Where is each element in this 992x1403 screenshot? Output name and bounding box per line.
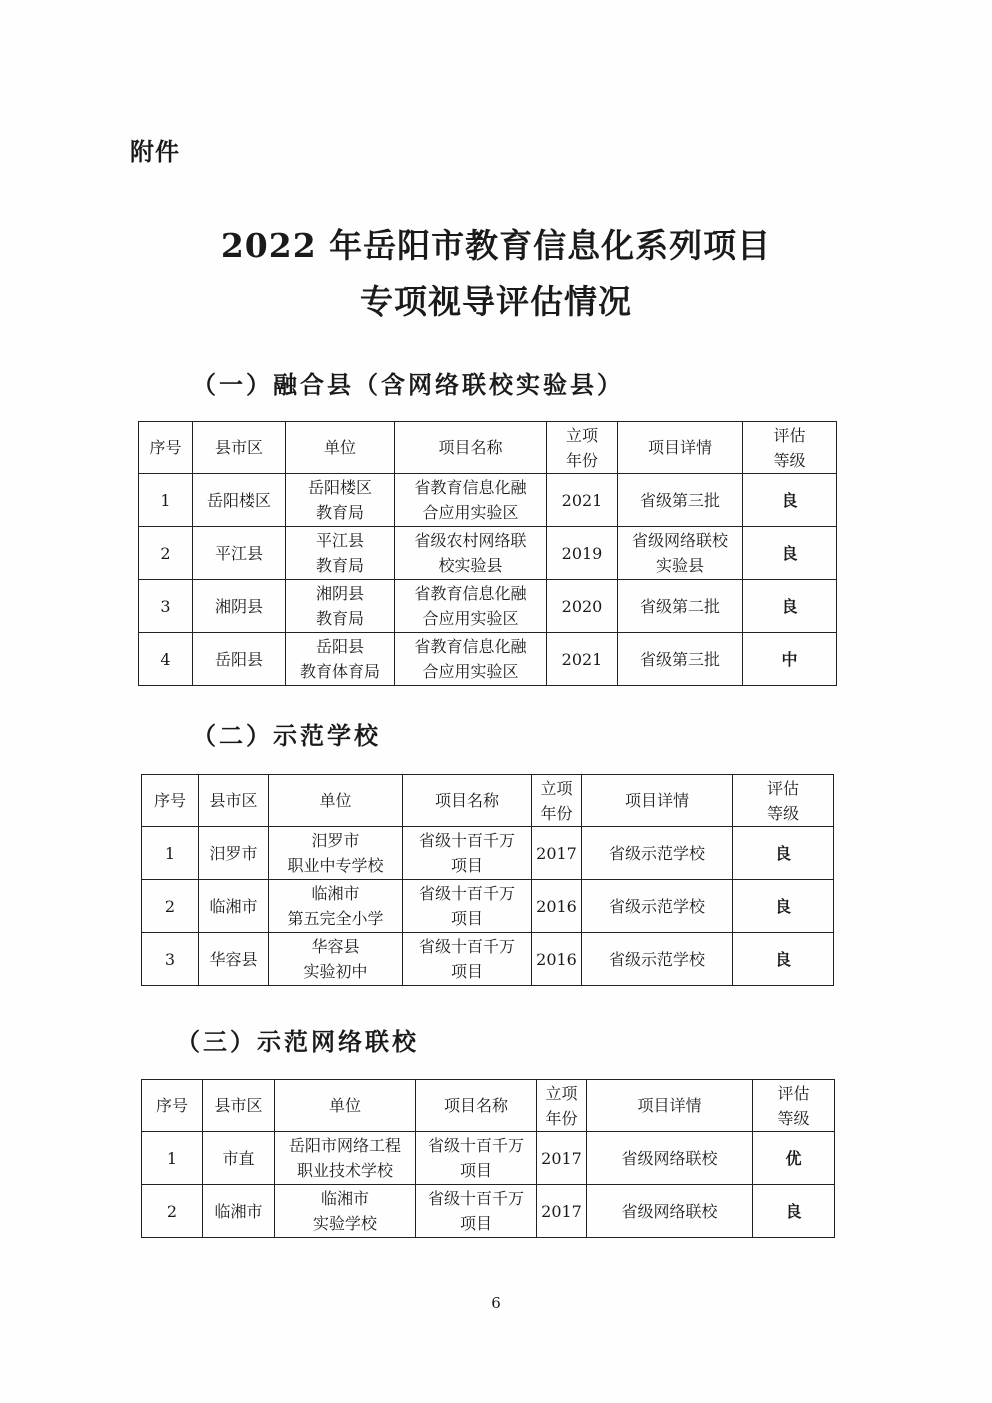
- table-header-row: [139, 422, 837, 474]
- cell-unit: 岳阳楼区 教育局: [286, 474, 395, 527]
- cell-year: 2019: [547, 527, 618, 580]
- cell-project-detail: 省级网络联校: [587, 1185, 753, 1238]
- cell-year: 2016: [532, 933, 582, 986]
- cell-year: 2021: [547, 633, 618, 686]
- table-row: [142, 1185, 835, 1238]
- header-project-detail: 项目详情: [587, 1080, 753, 1132]
- cell-project-name: 省级十百千万 项目: [403, 827, 532, 880]
- cell-unit: 岳阳县 教育体育局: [286, 633, 395, 686]
- cell-project-name: 省教育信息化融 合应用实验区: [395, 474, 547, 527]
- document-title-line1: 2022 年岳阳市教育信息化系列项目: [220, 226, 772, 265]
- cell-unit: 湘阴县 教育局: [286, 580, 395, 633]
- document-title-line2: 专项视导评估情况: [360, 282, 632, 321]
- header-county: 县市区: [203, 1080, 275, 1132]
- cell-seq: 2: [139, 527, 193, 580]
- cell-unit: 临湘市 实验学校: [275, 1185, 416, 1238]
- table-row: [142, 1132, 835, 1185]
- table-row: [139, 474, 837, 527]
- cell-seq: 1: [142, 1132, 203, 1185]
- table-body: [142, 827, 834, 986]
- cell-project-detail: 省级示范学校: [582, 827, 733, 880]
- demo-schools-table: [141, 774, 834, 986]
- cell-seq: 3: [142, 933, 199, 986]
- cell-county: 临湘市: [199, 880, 269, 933]
- header-project-name: 项目名称: [403, 775, 532, 827]
- section-heading-demo-schools: （二）示范学校: [192, 722, 381, 750]
- header-seq: 序号: [142, 775, 199, 827]
- header-project-detail: 项目详情: [618, 422, 743, 474]
- header-grade: 评估 等级: [733, 775, 834, 827]
- cell-county: 平江县: [193, 527, 286, 580]
- header-year: 立项 年份: [547, 422, 618, 474]
- cell-project-name: 省级十百千万 项目: [403, 880, 532, 933]
- header-year: 立项 年份: [537, 1080, 587, 1132]
- cell-seq: 3: [139, 580, 193, 633]
- cell-seq: 2: [142, 1185, 203, 1238]
- table-row: [142, 827, 834, 880]
- table-header-row: [142, 1080, 835, 1132]
- cell-grade: 中: [743, 633, 837, 686]
- cell-project-detail: 省级示范学校: [582, 880, 733, 933]
- header-year: 立项 年份: [532, 775, 582, 827]
- cell-unit: 华容县 实验初中: [269, 933, 403, 986]
- cell-project-name: 省级十百千万 项目: [416, 1185, 537, 1238]
- cell-seq: 1: [142, 827, 199, 880]
- cell-county: 岳阳县: [193, 633, 286, 686]
- header-unit: 单位: [269, 775, 403, 827]
- header-project-name: 项目名称: [395, 422, 547, 474]
- header-project-detail: 项目详情: [582, 775, 733, 827]
- cell-project-detail: 省级网络联校 实验县: [618, 527, 743, 580]
- cell-grade: 良: [753, 1185, 835, 1238]
- header-grade: 评估 等级: [753, 1080, 835, 1132]
- cell-project-name: 省教育信息化融 合应用实验区: [395, 633, 547, 686]
- cell-year: 2017: [537, 1132, 587, 1185]
- cell-year: 2020: [547, 580, 618, 633]
- cell-grade: 优: [753, 1132, 835, 1185]
- header-seq: 序号: [142, 1080, 203, 1132]
- section-heading-demo-network-schools: （三）示范网络联校: [176, 1028, 419, 1056]
- cell-county: 临湘市: [203, 1185, 275, 1238]
- cell-unit: 岳阳市网络工程 职业技术学校: [275, 1132, 416, 1185]
- cell-county: 市直: [203, 1132, 275, 1185]
- table-header-row: [142, 775, 834, 827]
- cell-year: 2016: [532, 880, 582, 933]
- cell-project-name: 省级十百千万 项目: [403, 933, 532, 986]
- section-heading-fusion-county: （一）融合县（含网络联校实验县）: [192, 371, 624, 399]
- table-row: [139, 633, 837, 686]
- table-row: [139, 527, 837, 580]
- cell-grade: 良: [733, 933, 834, 986]
- cell-unit: 汨罗市 职业中专学校: [269, 827, 403, 880]
- header-unit: 单位: [275, 1080, 416, 1132]
- fusion-county-table: [138, 421, 837, 686]
- table-body: [139, 474, 837, 686]
- cell-project-name: 省级农村网络联 校实验县: [395, 527, 547, 580]
- cell-seq: 4: [139, 633, 193, 686]
- cell-seq: 1: [139, 474, 193, 527]
- cell-grade: 良: [733, 827, 834, 880]
- cell-project-name: 省级十百千万 项目: [416, 1132, 537, 1185]
- cell-project-detail: 省级第三批: [618, 633, 743, 686]
- header-county: 县市区: [199, 775, 269, 827]
- cell-unit: 临湘市 第五完全小学: [269, 880, 403, 933]
- cell-county: 湘阴县: [193, 580, 286, 633]
- table-row: [142, 933, 834, 986]
- table-row: [142, 880, 834, 933]
- header-seq: 序号: [139, 422, 193, 474]
- cell-grade: 良: [743, 527, 837, 580]
- header-project-name: 项目名称: [416, 1080, 537, 1132]
- cell-project-detail: 省级第二批: [618, 580, 743, 633]
- cell-unit: 平江县 教育局: [286, 527, 395, 580]
- header-grade: 评估 等级: [743, 422, 837, 474]
- cell-year: 2017: [532, 827, 582, 880]
- cell-year: 2021: [547, 474, 618, 527]
- header-unit: 单位: [286, 422, 395, 474]
- annex-label: 附件: [130, 138, 180, 166]
- cell-seq: 2: [142, 880, 199, 933]
- cell-project-detail: 省级网络联校: [587, 1132, 753, 1185]
- cell-project-detail: 省级示范学校: [582, 933, 733, 986]
- table-row: [139, 580, 837, 633]
- cell-project-detail: 省级第三批: [618, 474, 743, 527]
- cell-project-name: 省教育信息化融 合应用实验区: [395, 580, 547, 633]
- cell-grade: 良: [743, 580, 837, 633]
- page-number: 6: [491, 1294, 501, 1312]
- cell-year: 2017: [537, 1185, 587, 1238]
- demo-network-schools-table: [141, 1079, 835, 1238]
- cell-grade: 良: [743, 474, 837, 527]
- cell-grade: 良: [733, 880, 834, 933]
- header-county: 县市区: [193, 422, 286, 474]
- cell-county: 华容县: [199, 933, 269, 986]
- cell-county: 汨罗市: [199, 827, 269, 880]
- cell-county: 岳阳楼区: [193, 474, 286, 527]
- table-body: [142, 1132, 835, 1238]
